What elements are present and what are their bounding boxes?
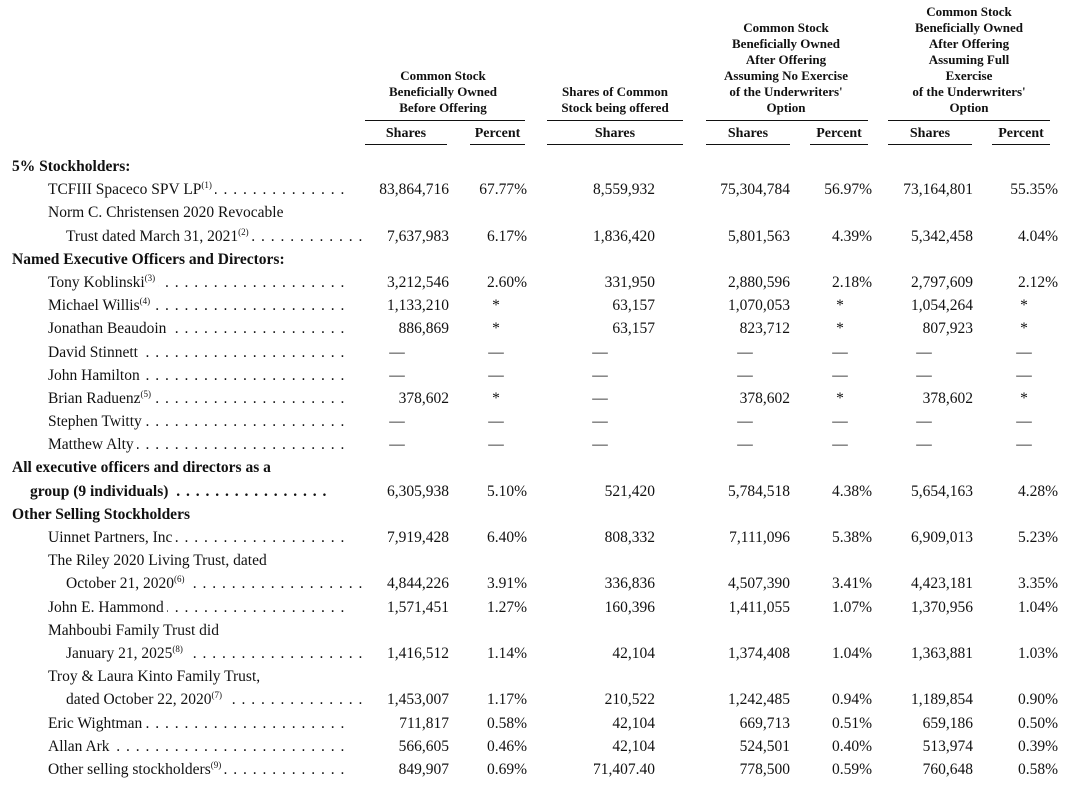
cell-value: 3.41% bbox=[831, 575, 872, 593]
table-row bbox=[0, 688, 1080, 711]
section-label bbox=[12, 248, 310, 271]
subheader-shares: Shares bbox=[888, 124, 972, 145]
cell-value: — bbox=[916, 343, 932, 361]
cell-value: — bbox=[832, 413, 848, 431]
cell-value: — bbox=[389, 343, 405, 361]
holder-name bbox=[48, 526, 346, 549]
cell-value: 1,453,007 bbox=[387, 691, 449, 709]
holder-name-text: Other Selling Stockholders bbox=[12, 506, 193, 523]
holder-name bbox=[48, 433, 346, 456]
cell-value: 0.39% bbox=[1017, 737, 1058, 755]
cell-value: 2,880,596 bbox=[728, 273, 790, 291]
table-row bbox=[0, 735, 1080, 758]
holder-name-text: TCFIII Spaceco SPV LP$^{(1)}$ bbox=[48, 181, 215, 198]
cell-value: — bbox=[1016, 413, 1032, 431]
cell-value: 760,648 bbox=[922, 760, 973, 778]
holder-name-text: David Stinnett bbox=[48, 344, 141, 361]
table-row bbox=[0, 642, 1080, 665]
table-row bbox=[0, 596, 1080, 619]
holder-name bbox=[66, 642, 364, 665]
cell-value: 0.94% bbox=[831, 691, 872, 709]
cell-value: 4.04% bbox=[1017, 227, 1058, 245]
cell-value: 2,797,609 bbox=[911, 273, 973, 291]
cell-value: 566,605 bbox=[398, 737, 449, 755]
cell-value: — bbox=[592, 343, 608, 361]
cell-value: — bbox=[832, 343, 848, 361]
cell-value: 778,500 bbox=[739, 760, 790, 778]
section-heading-row bbox=[0, 155, 1080, 178]
cell-value: 1,189,854 bbox=[911, 691, 973, 709]
cell-value: 0.59% bbox=[831, 760, 872, 778]
holder-name bbox=[48, 387, 346, 410]
cell-value: * bbox=[1020, 320, 1028, 338]
section-label bbox=[12, 155, 310, 178]
table-row bbox=[0, 619, 1080, 642]
holder-name-text: John E. Hammond bbox=[48, 599, 167, 616]
cell-value: 7,637,983 bbox=[387, 227, 449, 245]
section-label bbox=[30, 480, 328, 503]
cell-value: 711,817 bbox=[399, 714, 449, 732]
cell-value: 669,713 bbox=[739, 714, 790, 732]
cell-value: 71,407.40 bbox=[593, 760, 655, 778]
cell-value: 63,157 bbox=[612, 320, 655, 338]
cell-value: 0.46% bbox=[486, 737, 527, 755]
cell-value: 42,104 bbox=[612, 737, 655, 755]
holder-name-text: October 21, 2020$^{(6)}$ bbox=[66, 575, 188, 592]
holder-name bbox=[66, 572, 364, 595]
table-row bbox=[0, 178, 1080, 201]
subheader-percent: Percent bbox=[470, 124, 525, 145]
cell-value: 4.28% bbox=[1017, 482, 1058, 500]
table-row bbox=[0, 225, 1080, 248]
cell-value: — bbox=[389, 436, 405, 454]
cell-value: 160,396 bbox=[604, 598, 655, 616]
holder-name bbox=[48, 271, 346, 294]
cell-value: 0.69% bbox=[486, 760, 527, 778]
cell-value: 5,342,458 bbox=[911, 227, 973, 245]
cell-value: — bbox=[389, 366, 405, 384]
holder-name-text: Trust dated March 31, 2021$^{(2)}$ bbox=[66, 228, 252, 245]
cell-value: 1,411,055 bbox=[728, 598, 790, 616]
holder-name-text: Michael Willis$^{(4)}$ bbox=[48, 297, 153, 314]
holder-name-text: John Hamilton bbox=[48, 367, 143, 384]
holder-name-text: The Riley 2020 Living Trust, dated bbox=[48, 552, 270, 569]
table-row bbox=[0, 712, 1080, 735]
subheader-shares: Shares bbox=[365, 124, 447, 145]
section-label bbox=[12, 503, 310, 526]
footnote-marker: (3) bbox=[144, 272, 156, 283]
cell-value: 823,712 bbox=[739, 320, 790, 338]
footnote-marker: (2) bbox=[238, 226, 249, 237]
holder-name bbox=[48, 596, 346, 619]
table-row bbox=[0, 294, 1080, 317]
table-body bbox=[0, 155, 1080, 781]
header-rule bbox=[365, 120, 525, 121]
cell-value: 67.77% bbox=[479, 181, 527, 199]
cell-value: 7,919,428 bbox=[387, 529, 449, 546]
cell-value: 83,864,716 bbox=[379, 181, 449, 199]
cell-value: 1.03% bbox=[1017, 644, 1058, 662]
holder-name bbox=[48, 178, 346, 201]
cell-value: — bbox=[737, 343, 753, 361]
cell-value: — bbox=[737, 436, 753, 454]
holder-name-text: Norm C. Christensen 2020 Revocable bbox=[48, 204, 286, 221]
cell-value: 63,157 bbox=[612, 297, 655, 315]
holder-name-text: All executive officers and directors as a bbox=[12, 459, 274, 476]
cell-value: — bbox=[737, 366, 753, 384]
cell-value: 3.35% bbox=[1017, 575, 1058, 593]
cell-value: — bbox=[1016, 366, 1032, 384]
cell-value: * bbox=[836, 389, 844, 407]
cell-value: 5,784,518 bbox=[728, 482, 790, 500]
cell-value: 1,054,264 bbox=[911, 297, 973, 315]
cell-value: 331,950 bbox=[604, 273, 655, 291]
cell-value: 0.50% bbox=[1017, 714, 1058, 732]
holder-name bbox=[48, 201, 346, 224]
cell-value: — bbox=[488, 436, 504, 454]
holder-name-text: Matthew Alty bbox=[48, 436, 137, 453]
cell-value: 2.60% bbox=[486, 273, 527, 291]
cell-value: * bbox=[492, 389, 500, 407]
holder-name bbox=[48, 712, 346, 735]
cell-value: 0.58% bbox=[486, 714, 527, 732]
cell-value: 73,164,801 bbox=[903, 181, 973, 199]
cell-value: 1.07% bbox=[831, 598, 872, 616]
subheader-percent: Percent bbox=[810, 124, 868, 145]
cell-value: * bbox=[492, 297, 500, 315]
cell-value: — bbox=[1016, 343, 1032, 361]
cell-value: 6.40% bbox=[486, 529, 527, 546]
holder-name bbox=[66, 688, 364, 711]
cell-value: 378,602 bbox=[922, 389, 973, 407]
cell-value: 4,844,226 bbox=[387, 575, 449, 593]
cell-value: 513,974 bbox=[922, 737, 973, 755]
holder-name-text: Named Executive Officers and Directors: bbox=[12, 251, 288, 268]
holder-name bbox=[48, 665, 346, 688]
cell-value: 4.39% bbox=[831, 227, 872, 245]
holder-name bbox=[48, 364, 346, 387]
holder-name-text: Mahboubi Family Trust did bbox=[48, 622, 222, 639]
cell-value: — bbox=[832, 366, 848, 384]
holder-name bbox=[48, 294, 346, 317]
cell-value: 6.17% bbox=[486, 227, 527, 245]
table-row bbox=[0, 665, 1080, 688]
holder-name-text: dated October 22, 2020$^{(7)}$ bbox=[66, 691, 225, 708]
holder-name-text: Jonathan Beaudoin bbox=[48, 320, 169, 337]
holder-name-text: January 21, 2025$^{(8)}$ bbox=[66, 645, 186, 662]
cell-value: 4,423,181 bbox=[911, 575, 973, 593]
footnote-marker: (6) bbox=[174, 574, 185, 585]
cell-value: * bbox=[836, 320, 844, 338]
cell-value: 524,501 bbox=[739, 737, 790, 755]
cell-value: 6,305,938 bbox=[387, 482, 449, 500]
holder-name bbox=[48, 341, 346, 364]
table-row bbox=[0, 387, 1080, 410]
cell-value: 5.38% bbox=[831, 529, 872, 546]
cell-value: 5,801,563 bbox=[728, 227, 790, 245]
cell-value: 521,420 bbox=[604, 482, 655, 500]
cell-value: — bbox=[488, 343, 504, 361]
subheader-shares: Shares bbox=[706, 124, 790, 145]
cell-value: — bbox=[488, 413, 504, 431]
table-row bbox=[0, 549, 1080, 572]
table-row bbox=[0, 572, 1080, 595]
holder-name bbox=[48, 619, 346, 642]
holder-name-text: 5% Stockholders: bbox=[12, 158, 133, 175]
cell-value: * bbox=[1020, 389, 1028, 407]
cell-value: 1,836,420 bbox=[593, 227, 655, 245]
cell-value: 1,374,408 bbox=[728, 644, 790, 662]
section-heading-row bbox=[0, 503, 1080, 526]
cell-value: 1,133,210 bbox=[387, 297, 449, 315]
cell-value: 3,212,546 bbox=[387, 273, 449, 291]
cell-value: 659,186 bbox=[922, 714, 973, 732]
table-row bbox=[0, 758, 1080, 781]
holder-name-text: group (9 individuals) bbox=[30, 483, 171, 500]
cell-value: 5,654,163 bbox=[911, 482, 973, 500]
table-row bbox=[0, 480, 1080, 503]
footnote-marker: (5) bbox=[140, 388, 152, 399]
cell-value: 1.17% bbox=[486, 691, 527, 709]
cell-value: 2.12% bbox=[1017, 273, 1058, 291]
cell-value: — bbox=[832, 436, 848, 454]
table-row bbox=[0, 201, 1080, 224]
header-after-no-exercise: Common Stock Beneficially Owned After Offering Assuming No Exercise of the Underwriters' Option bbox=[724, 20, 848, 115]
header-after-full-exercise: Common Stock Beneficially Owned After Offering Assuming Full Exercise of the Underwriters' Option bbox=[912, 4, 1026, 115]
cell-value: * bbox=[492, 320, 500, 338]
cell-value: — bbox=[916, 436, 932, 454]
cell-value: 1,363,881 bbox=[911, 644, 973, 662]
cell-value: 1.04% bbox=[1017, 598, 1058, 616]
holder-name bbox=[48, 549, 346, 572]
table-row bbox=[0, 341, 1080, 364]
holder-name bbox=[66, 225, 364, 248]
table-row bbox=[0, 364, 1080, 387]
cell-value: — bbox=[1016, 436, 1032, 454]
cell-value: 5.23% bbox=[1017, 529, 1058, 546]
holder-name-text: Allan Ark bbox=[48, 738, 113, 755]
header-shares-offered: Shares of Common Stock being offered bbox=[561, 84, 669, 115]
cell-value: 6,909,013 bbox=[911, 529, 973, 546]
cell-value: 42,104 bbox=[612, 714, 655, 732]
table-row bbox=[0, 456, 1080, 479]
cell-value: 4,507,390 bbox=[728, 575, 790, 593]
holder-name bbox=[48, 317, 346, 340]
header-rule bbox=[547, 120, 683, 121]
cell-value: 378,602 bbox=[739, 389, 790, 407]
section-heading-row bbox=[0, 248, 1080, 271]
cell-value: — bbox=[592, 436, 608, 454]
cell-value: 55.35% bbox=[1010, 181, 1058, 199]
cell-value: 56.97% bbox=[824, 181, 872, 199]
holder-name-text: Stephen Twitty bbox=[48, 413, 145, 430]
cell-value: — bbox=[592, 366, 608, 384]
cell-value: — bbox=[916, 413, 932, 431]
holder-name-text: Uinnet Partners, Inc bbox=[48, 529, 175, 546]
cell-value: 0.40% bbox=[831, 737, 872, 755]
cell-value: 808,332 bbox=[604, 529, 655, 546]
cell-value: 1,242,485 bbox=[728, 691, 790, 709]
cell-value: 7,111,096 bbox=[729, 529, 790, 546]
holder-name-text: Other selling stockholders$^{(9)}$ bbox=[48, 761, 224, 778]
footnote-marker: (4) bbox=[139, 295, 151, 306]
footnote-marker: (7) bbox=[211, 690, 222, 701]
cell-value: 210,522 bbox=[604, 691, 655, 709]
cell-value: 0.51% bbox=[831, 714, 872, 732]
holder-name bbox=[48, 410, 346, 433]
table-row bbox=[0, 271, 1080, 294]
footnote-marker: (1) bbox=[201, 180, 212, 191]
cell-value: 1.04% bbox=[831, 644, 872, 662]
header-rule bbox=[706, 120, 868, 121]
cell-value: — bbox=[488, 366, 504, 384]
subheader-shares: Shares bbox=[547, 124, 683, 145]
cell-value: 8,559,932 bbox=[593, 181, 655, 199]
holder-name bbox=[48, 758, 346, 781]
table-row bbox=[0, 317, 1080, 340]
cell-value: 2.18% bbox=[831, 273, 872, 291]
table-row bbox=[0, 433, 1080, 456]
cell-value: 0.90% bbox=[1017, 691, 1058, 709]
cell-value: 378,602 bbox=[398, 389, 449, 407]
cell-value: 1,571,451 bbox=[387, 598, 449, 616]
cell-value: 5.10% bbox=[486, 482, 527, 500]
cell-value: 75,304,784 bbox=[720, 181, 790, 199]
section-label bbox=[12, 456, 310, 479]
cell-value: 0.58% bbox=[1017, 760, 1058, 778]
cell-value: 1,416,512 bbox=[387, 644, 449, 662]
holder-name-text: Troy & Laura Kinto Family Trust, bbox=[48, 668, 263, 685]
cell-value: 1.14% bbox=[486, 644, 527, 662]
footnote-marker: (9) bbox=[210, 759, 222, 770]
subheader-percent: Percent bbox=[992, 124, 1050, 145]
cell-value: — bbox=[737, 413, 753, 431]
footnote-marker: (8) bbox=[172, 643, 183, 654]
holder-name-text: Eric Wightman bbox=[48, 715, 145, 732]
holder-name-text: Tony Koblinski$^{(3)}$ bbox=[48, 274, 158, 291]
cell-value: 1,370,956 bbox=[911, 598, 973, 616]
cell-value: * bbox=[836, 297, 844, 315]
cell-value: 886,869 bbox=[398, 320, 449, 338]
cell-value: 3.91% bbox=[486, 575, 527, 593]
cell-value: — bbox=[389, 413, 405, 431]
header-before-offering: Common Stock Beneficially Owned Before Offering bbox=[389, 68, 497, 115]
holder-name bbox=[48, 735, 346, 758]
cell-value: 42,104 bbox=[612, 644, 655, 662]
cell-value: 1,070,053 bbox=[728, 297, 790, 315]
header-rule bbox=[888, 120, 1050, 121]
holder-name-text: Brian Raduenz$^{(5)}$ bbox=[48, 390, 154, 407]
cell-value: — bbox=[916, 366, 932, 384]
cell-value: 1.27% bbox=[486, 598, 527, 616]
cell-value: — bbox=[592, 413, 608, 431]
cell-value: 336,836 bbox=[604, 575, 655, 593]
table-row bbox=[0, 526, 1080, 549]
table-row bbox=[0, 410, 1080, 433]
cell-value: — bbox=[592, 389, 608, 407]
cell-value: * bbox=[1020, 297, 1028, 315]
cell-value: 849,907 bbox=[398, 760, 449, 778]
cell-value: 807,923 bbox=[922, 320, 973, 338]
cell-value: 4.38% bbox=[831, 482, 872, 500]
